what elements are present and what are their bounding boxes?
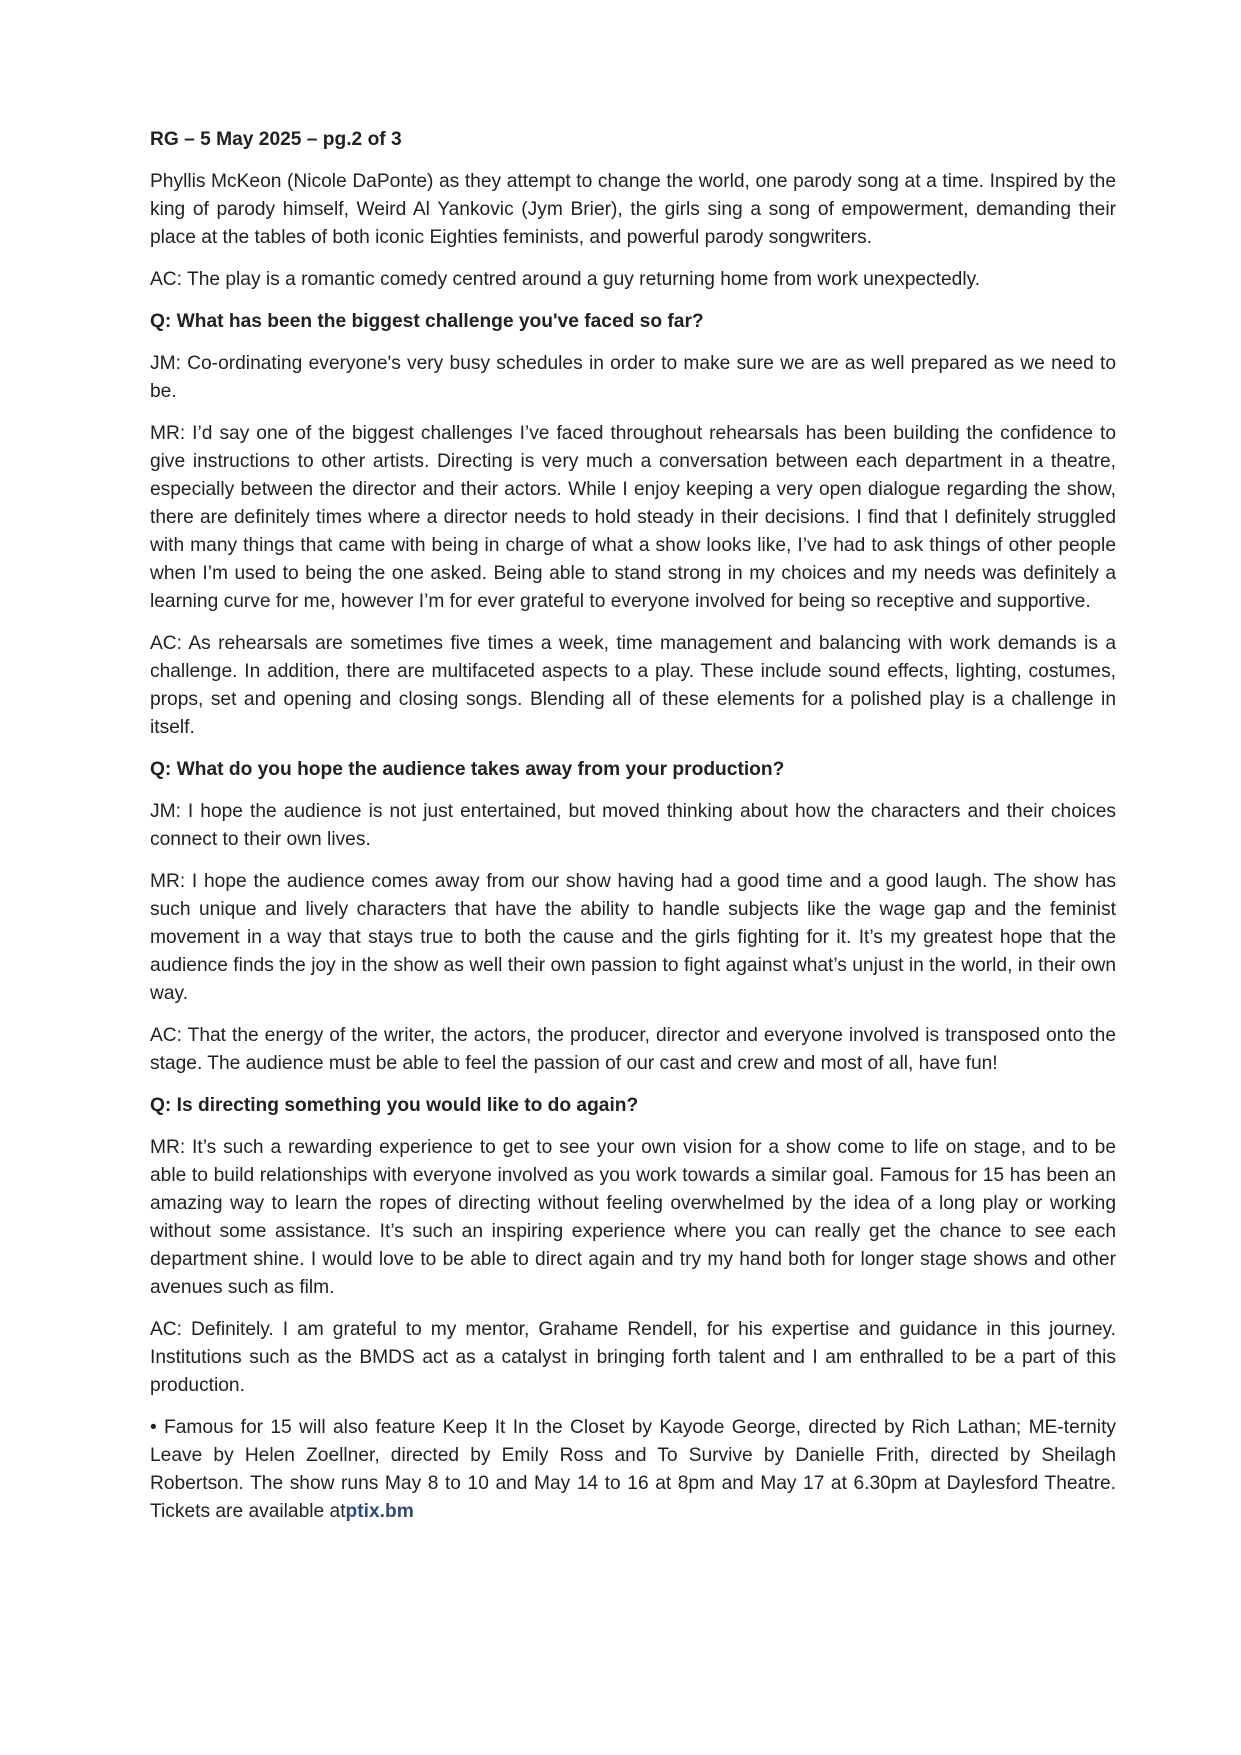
question-directing-again: Q: Is directing something you would like to do again? <box>150 1095 639 1116</box>
article-page <box>150 126 1116 1540</box>
paragraph-jm-audience: JM: I hope the audience is not just entertained, but moved thinking about how the characters and their choices connect to their own lives. <box>150 801 1116 850</box>
page-header: RG – 5 May 2025 – pg.2 of 3 <box>150 129 402 150</box>
question-challenge: Q: What has been the biggest challenge you've faced so far? <box>150 311 704 332</box>
paragraph-mr-directing: MR: It’s such a rewarding experience to get to see your own vision for a show come to life on stage, and to be able to build relationships with everyone involved as you work towards a similar goal. Famous for 15 has been an amazing way to learn the ropes of directing without feeling overwhelmed by the idea of a long play or working without some assistance. It’s such an inspiring experience where you can really get the chance to see each department shine. I would love to be able to direct again and try my hand both for longer stage shows and other avenues such as film. <box>150 1137 1116 1298</box>
tickets-link[interactable]: ptix.bm <box>345 1501 414 1522</box>
paragraph-intro: Phyllis McKeon (Nicole DaPonte) as they attempt to change the world, one parody song at a time. Inspired by the king of parody himself, Weird Al Yankovic (Jym Brier), the girls sing a song of empowerment, demanding their place at the tables of both iconic Eighties feminists, and powerful parody songwriters. <box>150 171 1116 248</box>
paragraph-mr-challenge: MR: I’d say one of the biggest challenges I’ve faced throughout rehearsals has been building the confidence to give instructions to other artists. Directing is very much a conversation between each department in a theatre, especially between the director and their actors. While I enjoy keeping a very open dialogue regarding the show, there are definitely times where a director needs to hold steady in their decisions. I find that I definitely struggled with many things that came with being in charge of what a show looks like, I’ve had to ask things of other people when I’m used to being the one asked. Being able to stand strong in my choices and my needs was definitely a learning curve for me, however I’m for ever grateful to everyone involved for being so receptive and supportive. <box>150 423 1116 612</box>
paragraph-ac-directing: AC: Definitely. I am grateful to my mentor, Grahame Rendell, for his expertise and guidance in this journey. Institutions such as the BMDS act as a catalyst in bringing forth talent and I am enthralled to be a part of this production. <box>150 1319 1116 1396</box>
paragraph-jm-challenge: JM: Co-ordinating everyone's very busy schedules in order to make sure we are as well prepared as we need to be. <box>150 353 1116 402</box>
paragraph-show-info <box>150 1414 1116 1526</box>
question-audience: Q: What do you hope the audience takes away from your production? <box>150 759 785 780</box>
paragraph-mr-audience: MR: I hope the audience comes away from our show having had a good time and a good laugh. The show has such unique and lively characters that have the ability to handle subjects like the wage gap and the feminist movement in a way that stays true to both the cause and the girls fighting for it. It’s my greatest hope that the audience finds the joy in the show as well their own passion to fight against what’s unjust in the world, in their own way. <box>150 871 1116 1004</box>
paragraph-ac-audience: AC: That the energy of the writer, the actors, the producer, director and everyone involved is transposed onto the stage. The audience must be able to feel the passion of our cast and crew and most of all, have fun! <box>150 1025 1116 1074</box>
paragraph-ac-play: AC: The play is a romantic comedy centred around a guy returning home from work unexpectedly. <box>150 269 981 290</box>
paragraph-ac-challenge: AC: As rehearsals are sometimes five times a week, time management and balancing with work demands is a challenge. In addition, there are multifaceted aspects to a play. These include sound effects, lighting, costumes, props, set and opening and closing songs. Blending all of these elements for a polished play is a challenge in itself. <box>150 633 1116 738</box>
show-info-text: • Famous for 15 will also feature Keep It In the Closet by Kayode George, directed by Rich Lathan; ME-ternity Leave by Helen Zoellner, directed by Emily Ross and To Survive by Danielle Frith, directed by Sheilagh Robertson. The show runs May 8 to 10 and May 14 to 16 at 8pm and May 17 at 6.30pm at Daylesford Theatre. Tickets are available at <box>150 1417 1116 1522</box>
